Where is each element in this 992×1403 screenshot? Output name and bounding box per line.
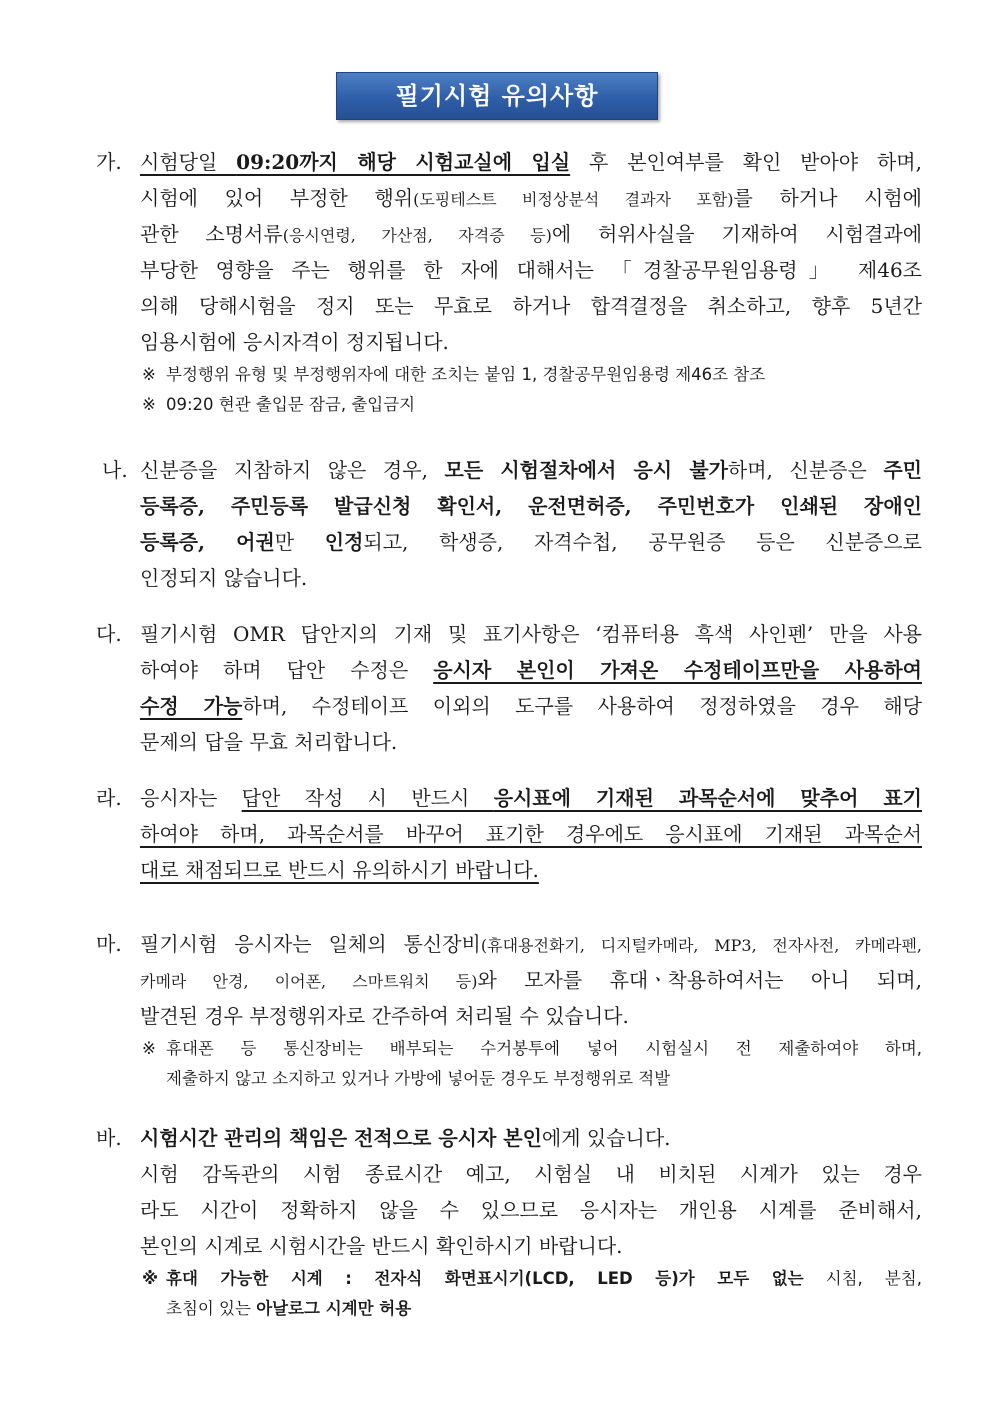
text: 인정되지 않습니다. <box>140 566 308 590</box>
note <box>96 1064 922 1094</box>
underlined-bold-text: 09:20까지 해당 시험교실에 입실 <box>236 150 571 174</box>
section-ga <box>96 144 922 420</box>
note-mark: ※ <box>142 365 156 384</box>
bold-text: 주민 <box>883 458 922 482</box>
underlined-bold-text: 응시표에 기재된 과목순서에 맞추어 표기 <box>493 786 923 810</box>
small-text: 카메라 안경, 이어폰, 스마트워치 등) <box>140 972 478 991</box>
note-text: 시침, 분침, <box>803 1269 922 1288</box>
note-mark: ※ <box>142 1269 159 1288</box>
section-ba <box>96 1120 922 1324</box>
underlined-bold-text: 수정 가능 <box>140 694 243 718</box>
text: 필기시험 응시자는 일체의 통신장비 <box>140 932 481 956</box>
text: 후 본인여부를 확인 받아야 하며, <box>570 150 922 174</box>
note <box>96 360 922 390</box>
small-text: (도핑테스트 비정상분석 결과자 포함) <box>413 190 734 209</box>
text: 하여야 하며 답안 수정은 <box>140 658 434 682</box>
text: 되고, 학생증, 자격수첩, 공무원증 등은 신분증으로 <box>363 530 922 554</box>
text: 응시자는 <box>140 786 242 810</box>
underlined-bold-text: 응시자 본인이 가져온 수정테이프만을 사용하여 <box>433 658 922 682</box>
text: 에게 있습니다. <box>541 1126 671 1150</box>
note-text: 휴대폰 등 통신장비는 배부되는 수거봉투에 넣어 시험실시 전 제출하여야 하며, <box>166 1039 922 1058</box>
text: 만 <box>274 530 325 554</box>
text: 부당한 영향을 주는 행위를 한 자에 대해서는 「경찰공무원임용령」 제46조 <box>140 258 922 282</box>
note-text: 제출하지 않고 소지하고 있거나 가방에 넣어둔 경우도 부정행위로 적발 <box>166 1069 671 1088</box>
text: 의해 당해시험을 정지 또는 무효로 하거나 합격결정을 취소하고, 향후 5년간 <box>140 294 922 318</box>
section-da <box>96 616 922 760</box>
bold-text: 등록증, 주민등록 발급신청 확인서, 운전면허증, 주민번호가 인쇄된 장애인 <box>140 494 922 518</box>
section-ma <box>96 926 922 1094</box>
note-text: 09:20 현관 출입문 잠금, 출입금지 <box>166 395 416 414</box>
text: 발견된 경우 부정행위자로 간주하여 처리될 수 있습니다. <box>140 1004 629 1028</box>
bold-note-text: 아날로그 시계만 허용 <box>256 1299 412 1318</box>
note <box>96 1294 922 1324</box>
note-mark: ※ <box>142 395 156 414</box>
note <box>96 1264 922 1294</box>
section-label: 나. <box>102 458 128 482</box>
text: 시험에 있어 부정한 행위 <box>140 186 414 210</box>
text: 필기시험 OMR 답안지의 기재 및 표기사항은 ‘컴퓨터용 흑색 사인펜’ 만을 사용 <box>140 622 922 646</box>
text: 본인의 시계로 시험시간을 반드시 확인하시기 바랍니다. <box>140 1234 623 1258</box>
section-label: 가. <box>96 150 122 174</box>
text: 와 모자를 휴대ㆍ착용하여서는 아니 되며, <box>477 968 922 992</box>
text: 에 허위사실을 기재하여 시험결과에 <box>551 222 923 246</box>
note <box>96 390 922 420</box>
text: 문제의 답을 무효 처리합니다. <box>140 730 398 754</box>
section-na <box>96 452 922 596</box>
section-label: 라. <box>96 786 122 810</box>
section-ra <box>96 780 922 888</box>
underlined-text: 시험당일 <box>140 150 237 174</box>
note-text: 초침이 있는 <box>166 1299 257 1318</box>
underlined-text: 하여야 하며, 과목순서를 바꾸어 표기한 경우에도 응시표에 기재된 과목순서 <box>140 822 922 846</box>
note-mark: ※ <box>142 1039 156 1058</box>
text: 하며, 수정테이프 이외의 도구를 사용하여 정정하였을 경우 해당 <box>242 694 922 718</box>
text: 신분증을 지참하지 않은 경우, <box>140 458 445 482</box>
text: 하며, 신분증은 <box>727 458 884 482</box>
section-label: 바. <box>96 1126 122 1150</box>
text: 임용시험에 응시자격이 정지됩니다. <box>140 330 449 354</box>
text: 시험 감독관의 시험 종료시간 예고, 시험실 내 비치된 시계가 있는 경우 <box>140 1162 922 1186</box>
bold-note-text: 휴대 가능한 시계 : 전자식 화면표시기(LCD, LED 등)가 모두 없는 <box>166 1269 804 1288</box>
bold-text: 인정 <box>324 530 364 554</box>
bold-text: 모든 시험절차에서 응시 불가 <box>444 458 728 482</box>
bold-text: 등록증, 어권 <box>140 530 275 554</box>
underlined-text: 답안 작성 시 반드시 <box>241 786 494 810</box>
note <box>96 1034 922 1064</box>
bold-text: 시험시간 관리의 책임은 전적으로 응시자 본인 <box>140 1126 542 1150</box>
section-label: 마. <box>96 932 122 956</box>
small-text: (응시연령, 가산점, 자격증 등) <box>282 226 552 245</box>
underlined-text: 대로 채점되므로 반드시 유의하시기 바랍니다. <box>140 858 539 882</box>
page-title: 필기시험 유의사항 <box>336 72 658 120</box>
text: 라도 시간이 정확하지 않을 수 있으므로 응시자는 개인용 시계를 준비해서, <box>140 1198 922 1222</box>
small-text: (휴대용전화기, 디지털카메라, MP3, 전자사전, 카메라펜, <box>480 936 922 955</box>
text: 를 하거나 시험에 <box>733 186 922 210</box>
text: 관한 소명서류 <box>140 222 283 246</box>
section-label: 다. <box>96 622 122 646</box>
note-text: 부정행위 유형 및 부정행위자에 대한 조치는 붙임 1, 경찰공무원임용령 제46조 참조 <box>166 365 766 384</box>
